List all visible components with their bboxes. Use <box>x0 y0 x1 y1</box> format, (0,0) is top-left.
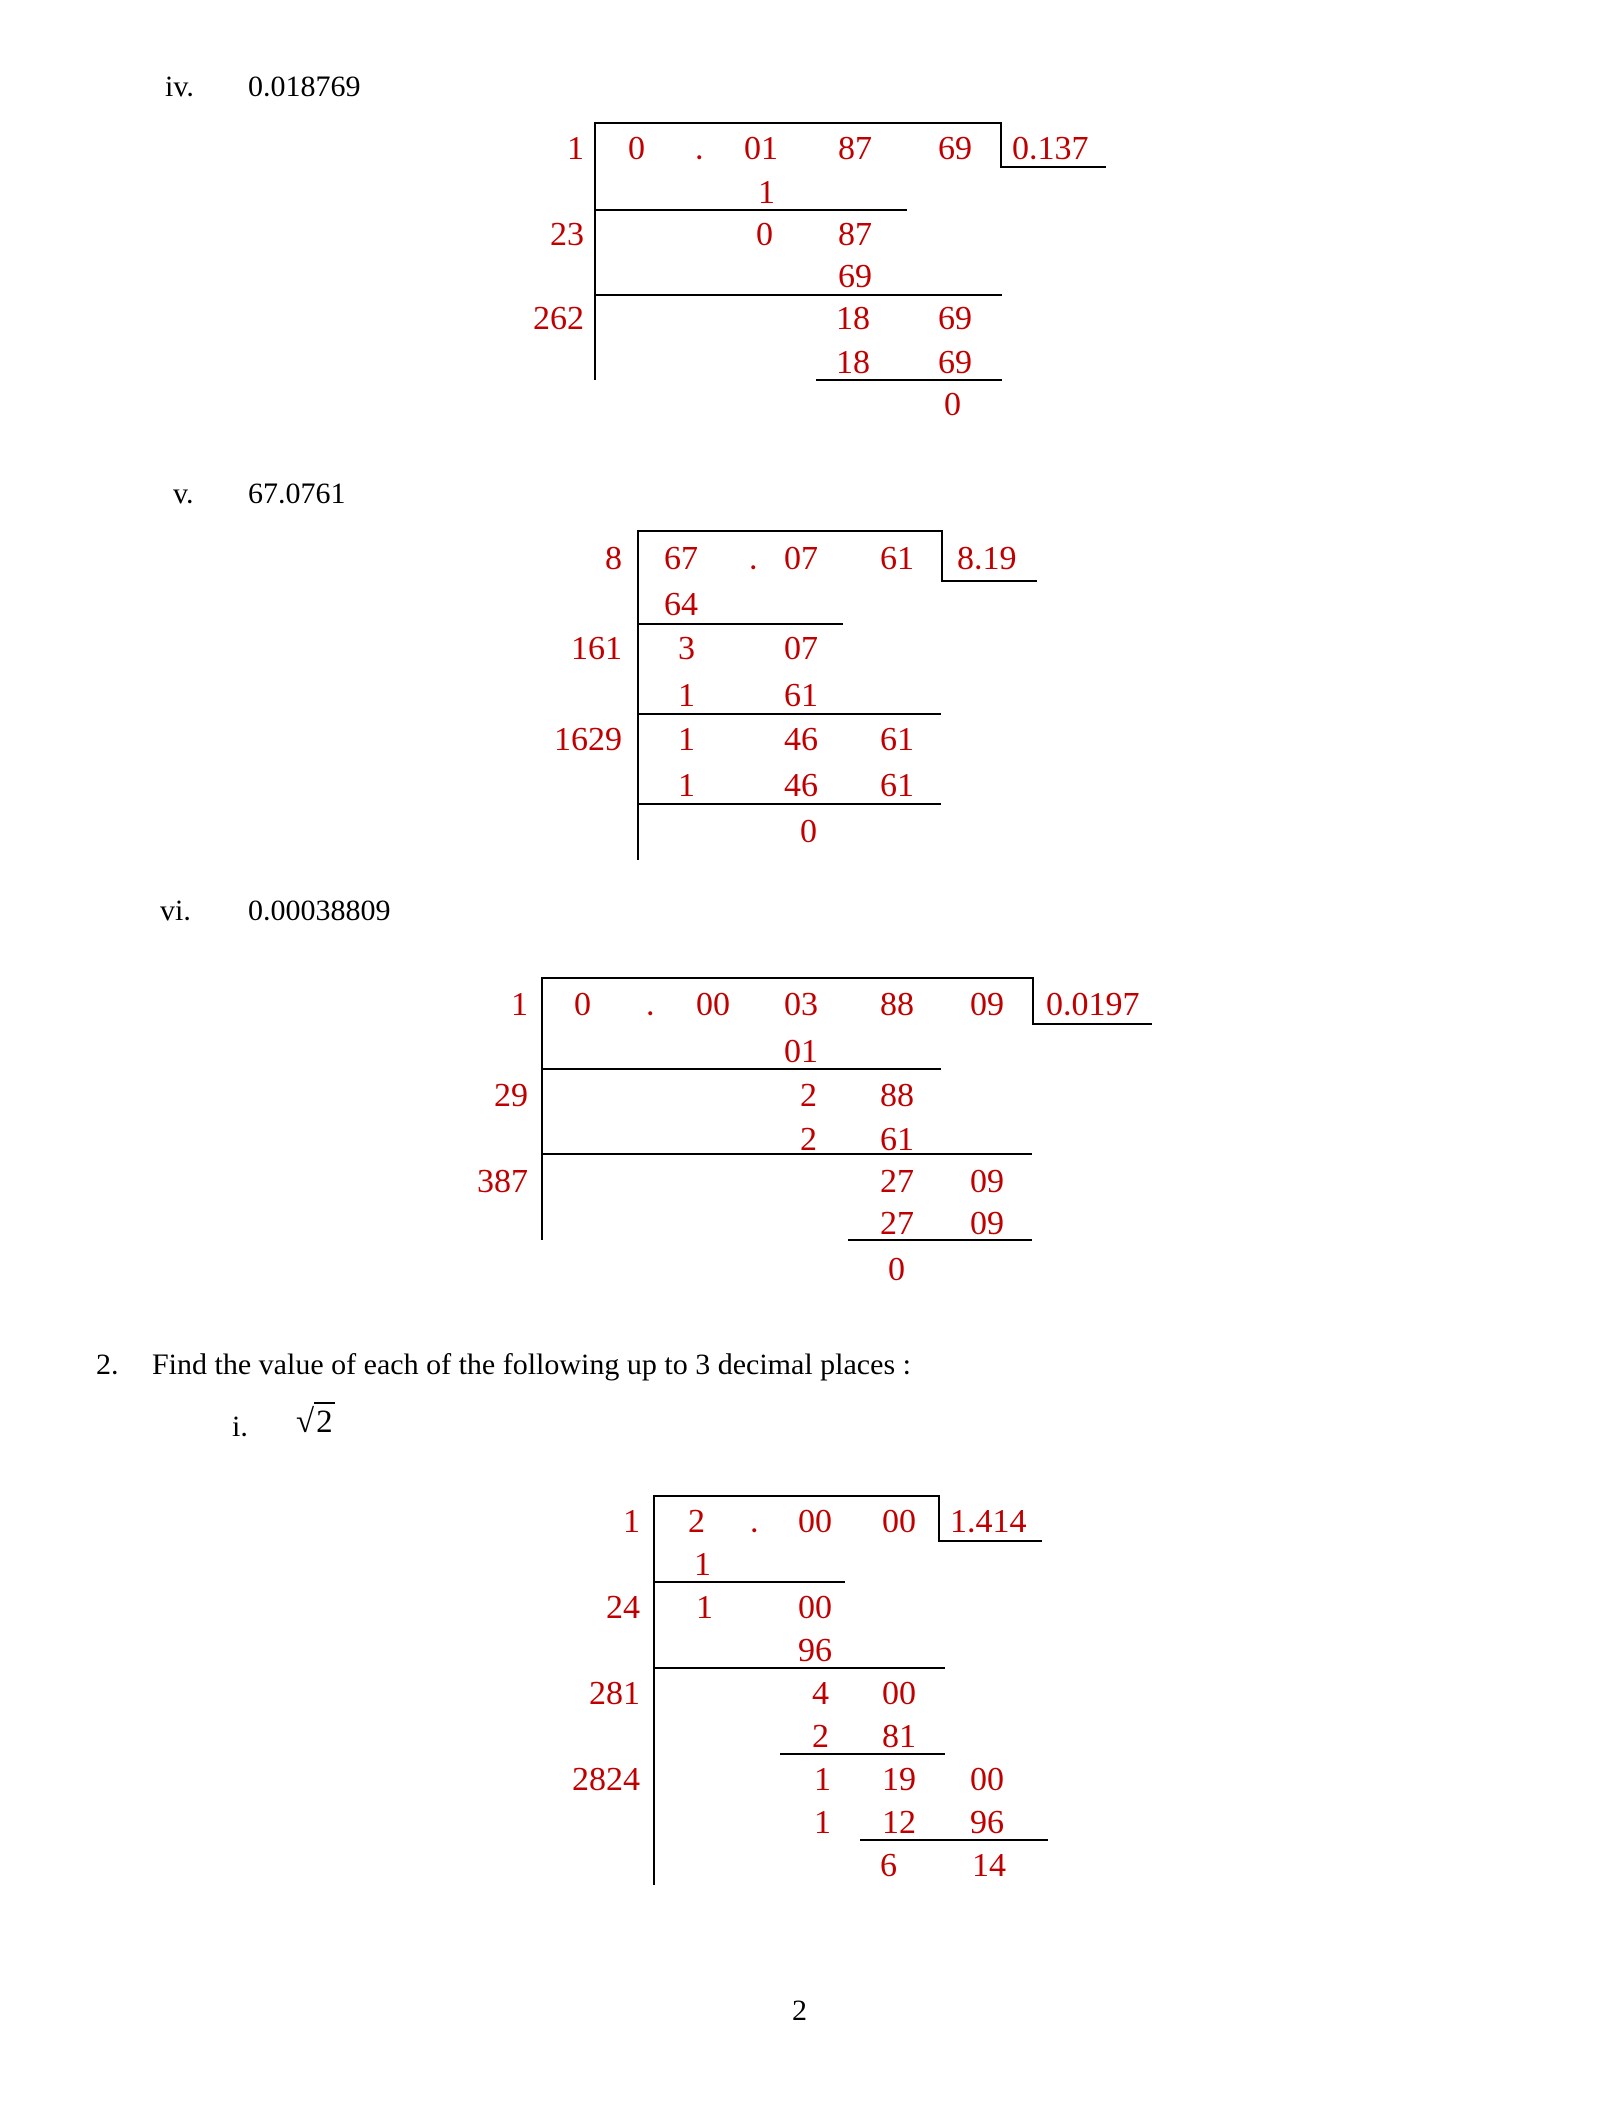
divisor: 1629 <box>554 721 622 758</box>
digit-group: 09 <box>970 986 1004 1023</box>
division-vline <box>637 530 639 860</box>
digit-group: 2 <box>800 1121 817 1158</box>
division-vline <box>594 122 596 380</box>
digit-group: 1 <box>678 767 695 804</box>
divisor: 281 <box>589 1675 640 1712</box>
divisor: 387 <box>477 1163 528 1200</box>
radical-symbol: √ <box>296 1404 315 1440</box>
digit-group: 81 <box>882 1718 916 1755</box>
division-vline <box>541 977 543 1240</box>
decimal-point: . <box>750 1503 759 1540</box>
sqrt-expression <box>296 1404 335 1440</box>
digit-group: 27 <box>880 1205 914 1242</box>
quotient: 0.137 <box>1012 130 1089 167</box>
divisor: 24 <box>606 1589 640 1626</box>
remainder: 0 <box>944 386 961 423</box>
divisor: 1 <box>623 1503 640 1540</box>
table-top-line <box>541 977 1034 979</box>
remainder: 0 <box>800 813 817 850</box>
quotient-vline <box>938 1495 940 1542</box>
digit-group: 0 <box>574 986 591 1023</box>
problem-label: vi. <box>160 894 191 927</box>
digit-group: 12 <box>882 1804 916 1841</box>
digit-group: 88 <box>880 1077 914 1114</box>
digit-group: 61 <box>880 540 914 577</box>
divisor: 2824 <box>572 1761 640 1798</box>
divisor: 1 <box>511 986 528 1023</box>
digit-group: 1 <box>678 677 695 714</box>
digit-group: 69 <box>838 258 872 295</box>
quotient-vline <box>941 530 943 582</box>
digit-group: 69 <box>938 130 972 167</box>
digit-group: 07 <box>784 630 818 667</box>
digit-group: 61 <box>784 677 818 714</box>
remainder: 0 <box>888 1251 905 1288</box>
digit-group: 69 <box>938 300 972 337</box>
digit-group: 00 <box>970 1761 1004 1798</box>
quotient: 8.19 <box>957 540 1017 577</box>
subtraction-line <box>594 294 1002 296</box>
digit-group: 96 <box>970 1804 1004 1841</box>
quotient-underline <box>941 580 1037 582</box>
digit-group: 87 <box>838 130 872 167</box>
quotient: 0.0197 <box>1046 986 1140 1023</box>
subtraction-line <box>848 1239 1032 1241</box>
digit-group: 18 <box>836 300 870 337</box>
digit-group: 01 <box>744 130 778 167</box>
digit-group: 2 <box>812 1718 829 1755</box>
digit-group: 01 <box>784 1033 818 1070</box>
divisor: 23 <box>550 216 584 253</box>
digit-group: 18 <box>836 344 870 381</box>
digit-group: 88 <box>880 986 914 1023</box>
digit-group: 00 <box>798 1589 832 1626</box>
quotient-vline <box>1032 977 1034 1025</box>
digit-group: 1 <box>696 1589 713 1626</box>
table-top-line <box>637 530 943 532</box>
digit-group: 96 <box>798 1632 832 1669</box>
digit-group: 64 <box>664 586 698 623</box>
quotient-vline <box>1000 122 1002 168</box>
question-text: Find the value of each of the following up to 3 decimal places : <box>152 1348 911 1381</box>
digit-group: 00 <box>696 986 730 1023</box>
table-top-line <box>594 122 1002 124</box>
digit-group: 1 <box>814 1804 831 1841</box>
divisor: 8 <box>605 540 622 577</box>
digit-group: 03 <box>784 986 818 1023</box>
problem-label: iv. <box>165 70 194 103</box>
digit-group: 3 <box>678 630 695 667</box>
divisor: 1 <box>567 130 584 167</box>
digit-group: 46 <box>784 721 818 758</box>
digit-group: 09 <box>970 1163 1004 1200</box>
item-label: i. <box>232 1410 248 1443</box>
digit-group: 1 <box>694 1546 711 1583</box>
digit-group: 2 <box>800 1077 817 1114</box>
digit-group: 61 <box>880 1121 914 1158</box>
digit-group: 00 <box>798 1503 832 1540</box>
remainder: 14 <box>972 1847 1006 1884</box>
table-top-line <box>653 1495 940 1497</box>
quotient: 1.414 <box>950 1503 1027 1540</box>
question-number: 2. <box>96 1348 119 1381</box>
digit-group: 07 <box>784 540 818 577</box>
problem-value: 0.00038809 <box>248 894 391 927</box>
digit-group: 1 <box>814 1761 831 1798</box>
division-vline <box>653 1495 655 1885</box>
digit-group: 1 <box>678 721 695 758</box>
decimal-point: . <box>646 986 655 1023</box>
subtraction-line <box>541 1153 1032 1155</box>
divisor: 161 <box>571 630 622 667</box>
page-number: 2 <box>792 1994 807 2027</box>
problem-value: 67.0761 <box>248 477 346 510</box>
problem-label: v. <box>173 477 194 510</box>
digit-group: 00 <box>882 1503 916 1540</box>
digit-group: 61 <box>880 721 914 758</box>
digit-group: 2 <box>688 1503 705 1540</box>
digit-group: 19 <box>882 1761 916 1798</box>
digit-group: 1 <box>758 174 775 211</box>
digit-group: 00 <box>882 1675 916 1712</box>
digit-group: 4 <box>812 1675 829 1712</box>
problem-value: 0.018769 <box>248 70 361 103</box>
decimal-point: . <box>749 540 758 577</box>
remainder: 6 <box>880 1847 897 1884</box>
digit-group: 87 <box>838 216 872 253</box>
subtraction-line <box>541 1068 941 1070</box>
subtraction-line <box>594 209 907 211</box>
divisor: 29 <box>494 1077 528 1114</box>
radicand: 2 <box>316 1404 333 1440</box>
digit-group: 0 <box>628 130 645 167</box>
decimal-point: . <box>695 130 704 167</box>
divisor: 262 <box>533 300 584 337</box>
digit-group: 46 <box>784 767 818 804</box>
subtraction-line <box>653 1581 845 1583</box>
digit-group: 67 <box>664 540 698 577</box>
digit-group: 61 <box>880 767 914 804</box>
digit-group: 69 <box>938 344 972 381</box>
digit-group: 09 <box>970 1205 1004 1242</box>
subtraction-line <box>780 1753 945 1755</box>
digit-group: 0 <box>756 216 773 253</box>
digit-group: 27 <box>880 1163 914 1200</box>
